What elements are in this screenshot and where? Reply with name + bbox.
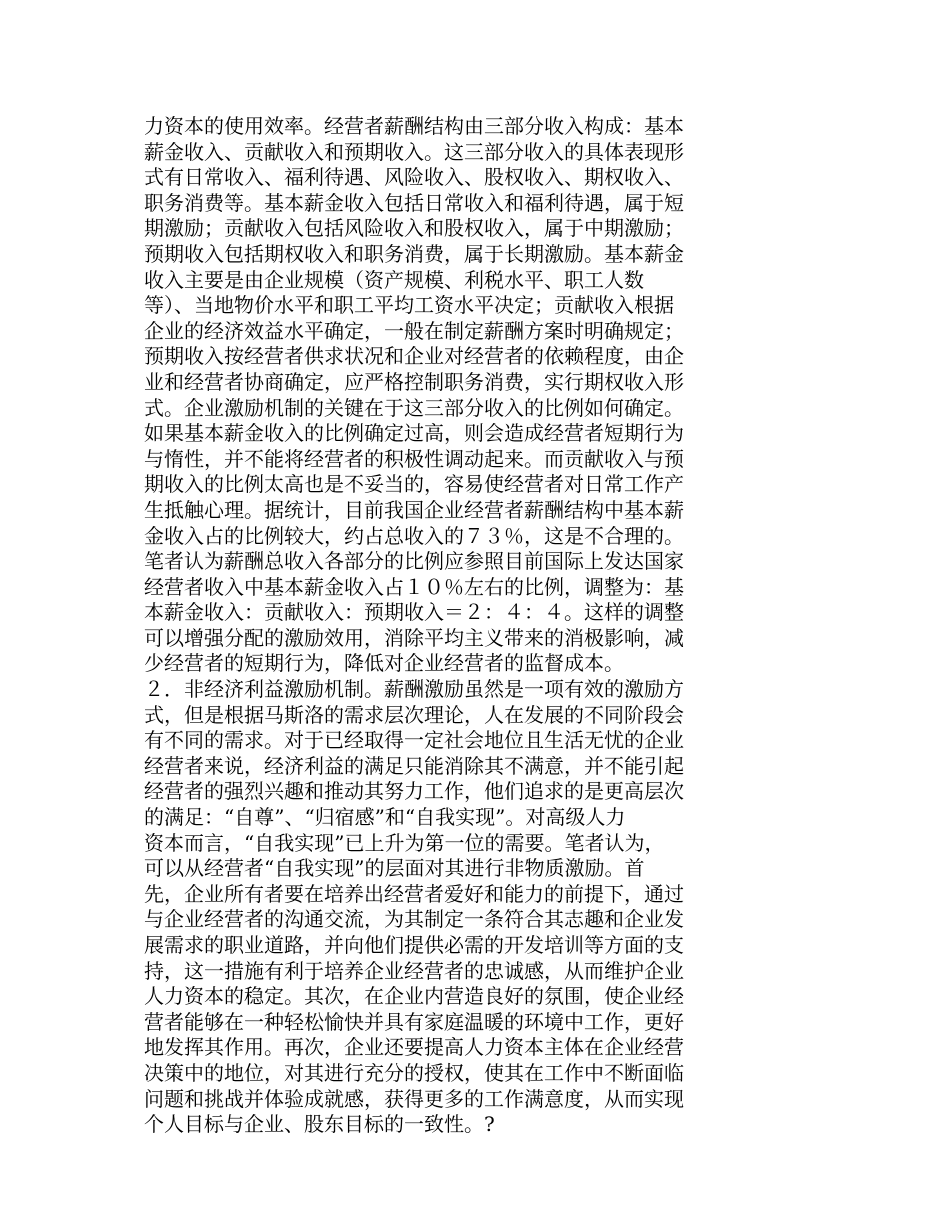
text-line: 少经营者的短期行为，降低对企业经营者的监督成本。: [144, 651, 624, 676]
text-line: 展需求的职业道路，并向他们提供必需的开发培训等方面的支: [144, 933, 684, 957]
text-line: 笔者认为薪酬总收入各部分的比例应参照目前国际上发达国家: [144, 549, 684, 574]
text-line: 薪金收入、贡献收入和预期收入。这三部分收入的具体表现形: [144, 139, 684, 164]
text-line: 预期收入按经营者供求状况和企业对经营者的依赖程度，由企: [144, 344, 684, 369]
text-line: 力资本的使用效率。经营者薪酬结构由三部分收入构成：基本: [144, 114, 684, 138]
text-line: 式。企业激励机制的关键在于这三部分收入的比例如何确定。: [144, 395, 684, 420]
text-line: 资本而言，“自我实现”已上升为第一位的需要。笔者认为，: [144, 830, 665, 855]
text-line: 问题和挑战并体验成就感，获得更多的工作满意度，从而实现: [144, 1086, 684, 1111]
text-line: 先，企业所有者要在培养出经营者爱好和能力的前提下，通过: [144, 881, 684, 906]
text-line: 生抵触心理。据统计，目前我国企业经营者薪酬结构中基本薪: [144, 497, 684, 522]
text-line: 经营者收入中基本薪金收入占１０％左右的比例，调整为：基: [144, 574, 684, 599]
text-line: 本薪金收入：贡献收入：预期收入＝２：４：４。这样的调整: [144, 600, 684, 625]
text-line: 业和经营者协商确定，应严格控制职务消费，实行期权收入形: [144, 369, 684, 394]
text-line: 经营者来说，经济利益的满足只能消除其不满意，并不能引起: [144, 753, 684, 778]
text-line: 式，但是根据马斯洛的需求层次理论，人在发展的不同阶段会: [144, 702, 684, 727]
text-line: 如果基本薪金收入的比例确定过高，则会造成经营者短期行为: [144, 421, 684, 446]
text-line: 的满足：“自尊”、“归宿感”和“自我实现”。对高级人力: [144, 805, 626, 830]
text-line: 可以增强分配的激励效用，消除平均主义带来的消极影响，减: [144, 625, 684, 650]
text-line: 收入主要是由企业规模（资产规模、利税水平、职工人数: [144, 267, 644, 292]
text-line: 职务消费等。基本薪金收入包括日常收入和福利待遇，属于短: [144, 190, 684, 215]
text-line: 预期收入包括期权收入和职务消费，属于长期激励。基本薪金: [144, 241, 684, 266]
text-line: 式有日常收入、福利待遇、风险收入、股权收入、期权收入、: [144, 165, 684, 190]
text-line: 经营者的强烈兴趣和推动其努力工作，他们追求的是更高层次: [144, 779, 684, 804]
text-line: 企业的经济效益水平确定，一般在制定薪酬方案时明确规定；: [144, 318, 684, 343]
text-line: 金收入占的比例较大，约占总收入的７３％，这是不合理的。: [144, 523, 684, 548]
text-line: 有不同的需求。对于已经取得一定社会地位且生活无忧的企业: [144, 728, 684, 753]
text-line: 期收入的比例太高也是不妥当的，容易使经营者对日常工作产: [144, 472, 684, 497]
text-line: 与惰性，并不能将经营者的积极性调动起来。而贡献收入与预: [144, 446, 684, 471]
text-line: 人力资本的稳定。其次，在企业内营造良好的氛围，使企业经: [144, 984, 684, 1009]
body-text: [144, 114, 824, 1138]
text-line: 期激励；贡献收入包括风险收入和股权收入，属于中期激励；: [144, 216, 684, 241]
text-line: 个人目标与企业、股东目标的一致性。?: [144, 1112, 495, 1137]
text-line: 持，这一措施有利于培养企业经营者的忠诚感，从而维护企业: [144, 958, 684, 983]
text-line: 与企业经营者的沟通交流，为其制定一条符合其志趣和企业发: [144, 907, 684, 932]
text-line: 营者能够在一种轻松愉快并具有家庭温暖的环境中工作，更好: [144, 1009, 684, 1034]
text-line: 等）、当地物价水平和职工平均工资水平决定；贡献收入根据: [144, 293, 674, 318]
text-line: 可以从经营者“自我实现”的层面对其进行非物质激励。首: [144, 856, 645, 881]
text-line: ２．非经济利益激励机制。薪酬激励虽然是一项有效的激励方: [144, 677, 684, 702]
text-line: 地发挥其作用。再次，企业还要提高人力资本主体在企业经营: [144, 1035, 684, 1060]
text-line: 决策中的地位，对其进行充分的授权，使其在工作中不断面临: [144, 1060, 684, 1085]
